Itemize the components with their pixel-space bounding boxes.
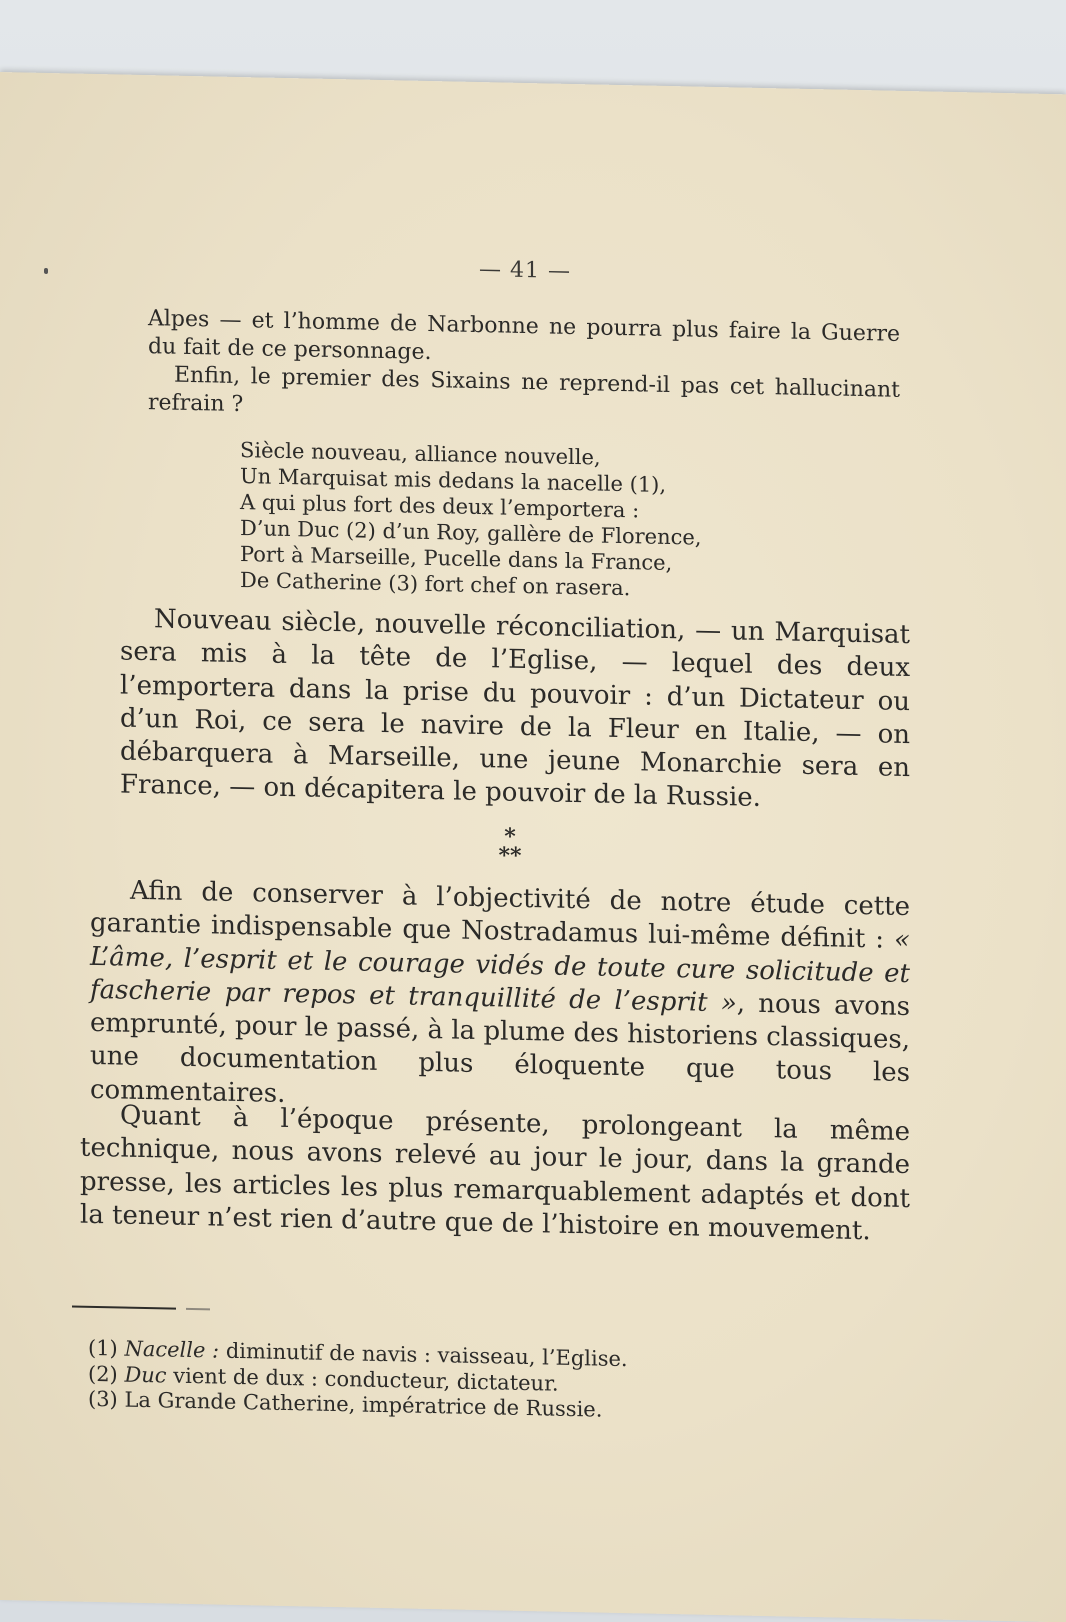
paragraph-quant: Quant à l’époque présente, prolongeant la même technique, nous avons relevé au jour le jour, dans la grande presse, les articles les plus remarquablement adaptés et dont la teneur n’est rien d’autre que de l’histoire en mouvement. — [80, 1100, 910, 1247]
page-number: — 41 — — [479, 257, 571, 284]
verse-line: Siècle nouveau, alliance nouvelle, — [240, 438, 601, 470]
footnote-rule-tail — [186, 1308, 210, 1311]
footnote-text: La Grande Catherine, impératrice de Russie. — [124, 1387, 603, 1422]
paragraph-afin-after: , nous avons emprunté, pour le passé, à la plume des historiens classiques, une documentation plus éloquente que tous les commentaires. — [90, 988, 910, 1109]
print-mark — [44, 268, 48, 274]
nostradamus-quote: « L’âme, l’esprit et le courage vidés de toute cure solicitude et fascherie par repos et tranquillité de l’esprit » — [90, 924, 910, 1019]
footnote-mark: (3) — [88, 1387, 118, 1412]
footnote-mark: (1) — [88, 1335, 118, 1361]
footnote-text: diminutif de navis : vaisseau, l’Eglise. — [225, 1338, 628, 1372]
asterism-top: * — [504, 823, 516, 850]
footnote-rule — [72, 1306, 176, 1310]
asterism-divider — [480, 823, 540, 869]
footnote-term: Duc — [124, 1362, 167, 1388]
paragraph-top-line2: Enfin, le premier des Sixains ne reprend-il pas cet hallucinant refrain ? — [148, 362, 900, 418]
verse-line: Port à Marseille, Pucelle dans la France, — [240, 542, 673, 576]
paragraph-top — [148, 305, 900, 433]
paragraph-afin — [90, 874, 910, 1124]
asterism-bottom: ** — [498, 842, 522, 869]
paragraph-afin-before: Afin de conserver à l’objectivité de notre étude cette garantie indispensable que Nostradamus lui-même définit : — [90, 875, 910, 955]
paragraph-top-line1: Alpes — et l’homme de Narbonne ne pourra plus faire la Guerre du fait de ce personnage. — [148, 306, 900, 366]
footnote-text: vient de dux : conducteur, dictateur. — [173, 1363, 559, 1396]
footnote-term: Nacelle : — [124, 1336, 220, 1363]
verse-line: Un Marquisat mis dedans la nacelle (1), — [240, 464, 667, 497]
verse-line: D’un Duc (2) d’un Roy, gallère de Florence, — [240, 516, 702, 550]
page-content — [0, 72, 1066, 1622]
paragraph-translation: Nouveau siècle, nouvelle réconciliation, — un Marquisat sera mis à la tête de l’Eglise, — lequel des deux l’emportera dans la prise du pouvoir : d’un Dictateur ou d’un Roi, ce sera le navire de la Fleur en Italie, — on débarquera à Marseille, une jeune Monarchie sera en France, — on décapitera le pouvoir de la Russie. — [120, 604, 910, 814]
sixain-verse — [240, 437, 800, 605]
book-page — [0, 72, 1066, 1622]
verse-line: De Catherine (3) fort chef on rasera. — [240, 568, 631, 601]
verse-line: A qui plus fort des deux l’emportera : — [240, 490, 640, 523]
footnote-mark: (2) — [88, 1361, 118, 1387]
footnotes — [88, 1336, 788, 1427]
